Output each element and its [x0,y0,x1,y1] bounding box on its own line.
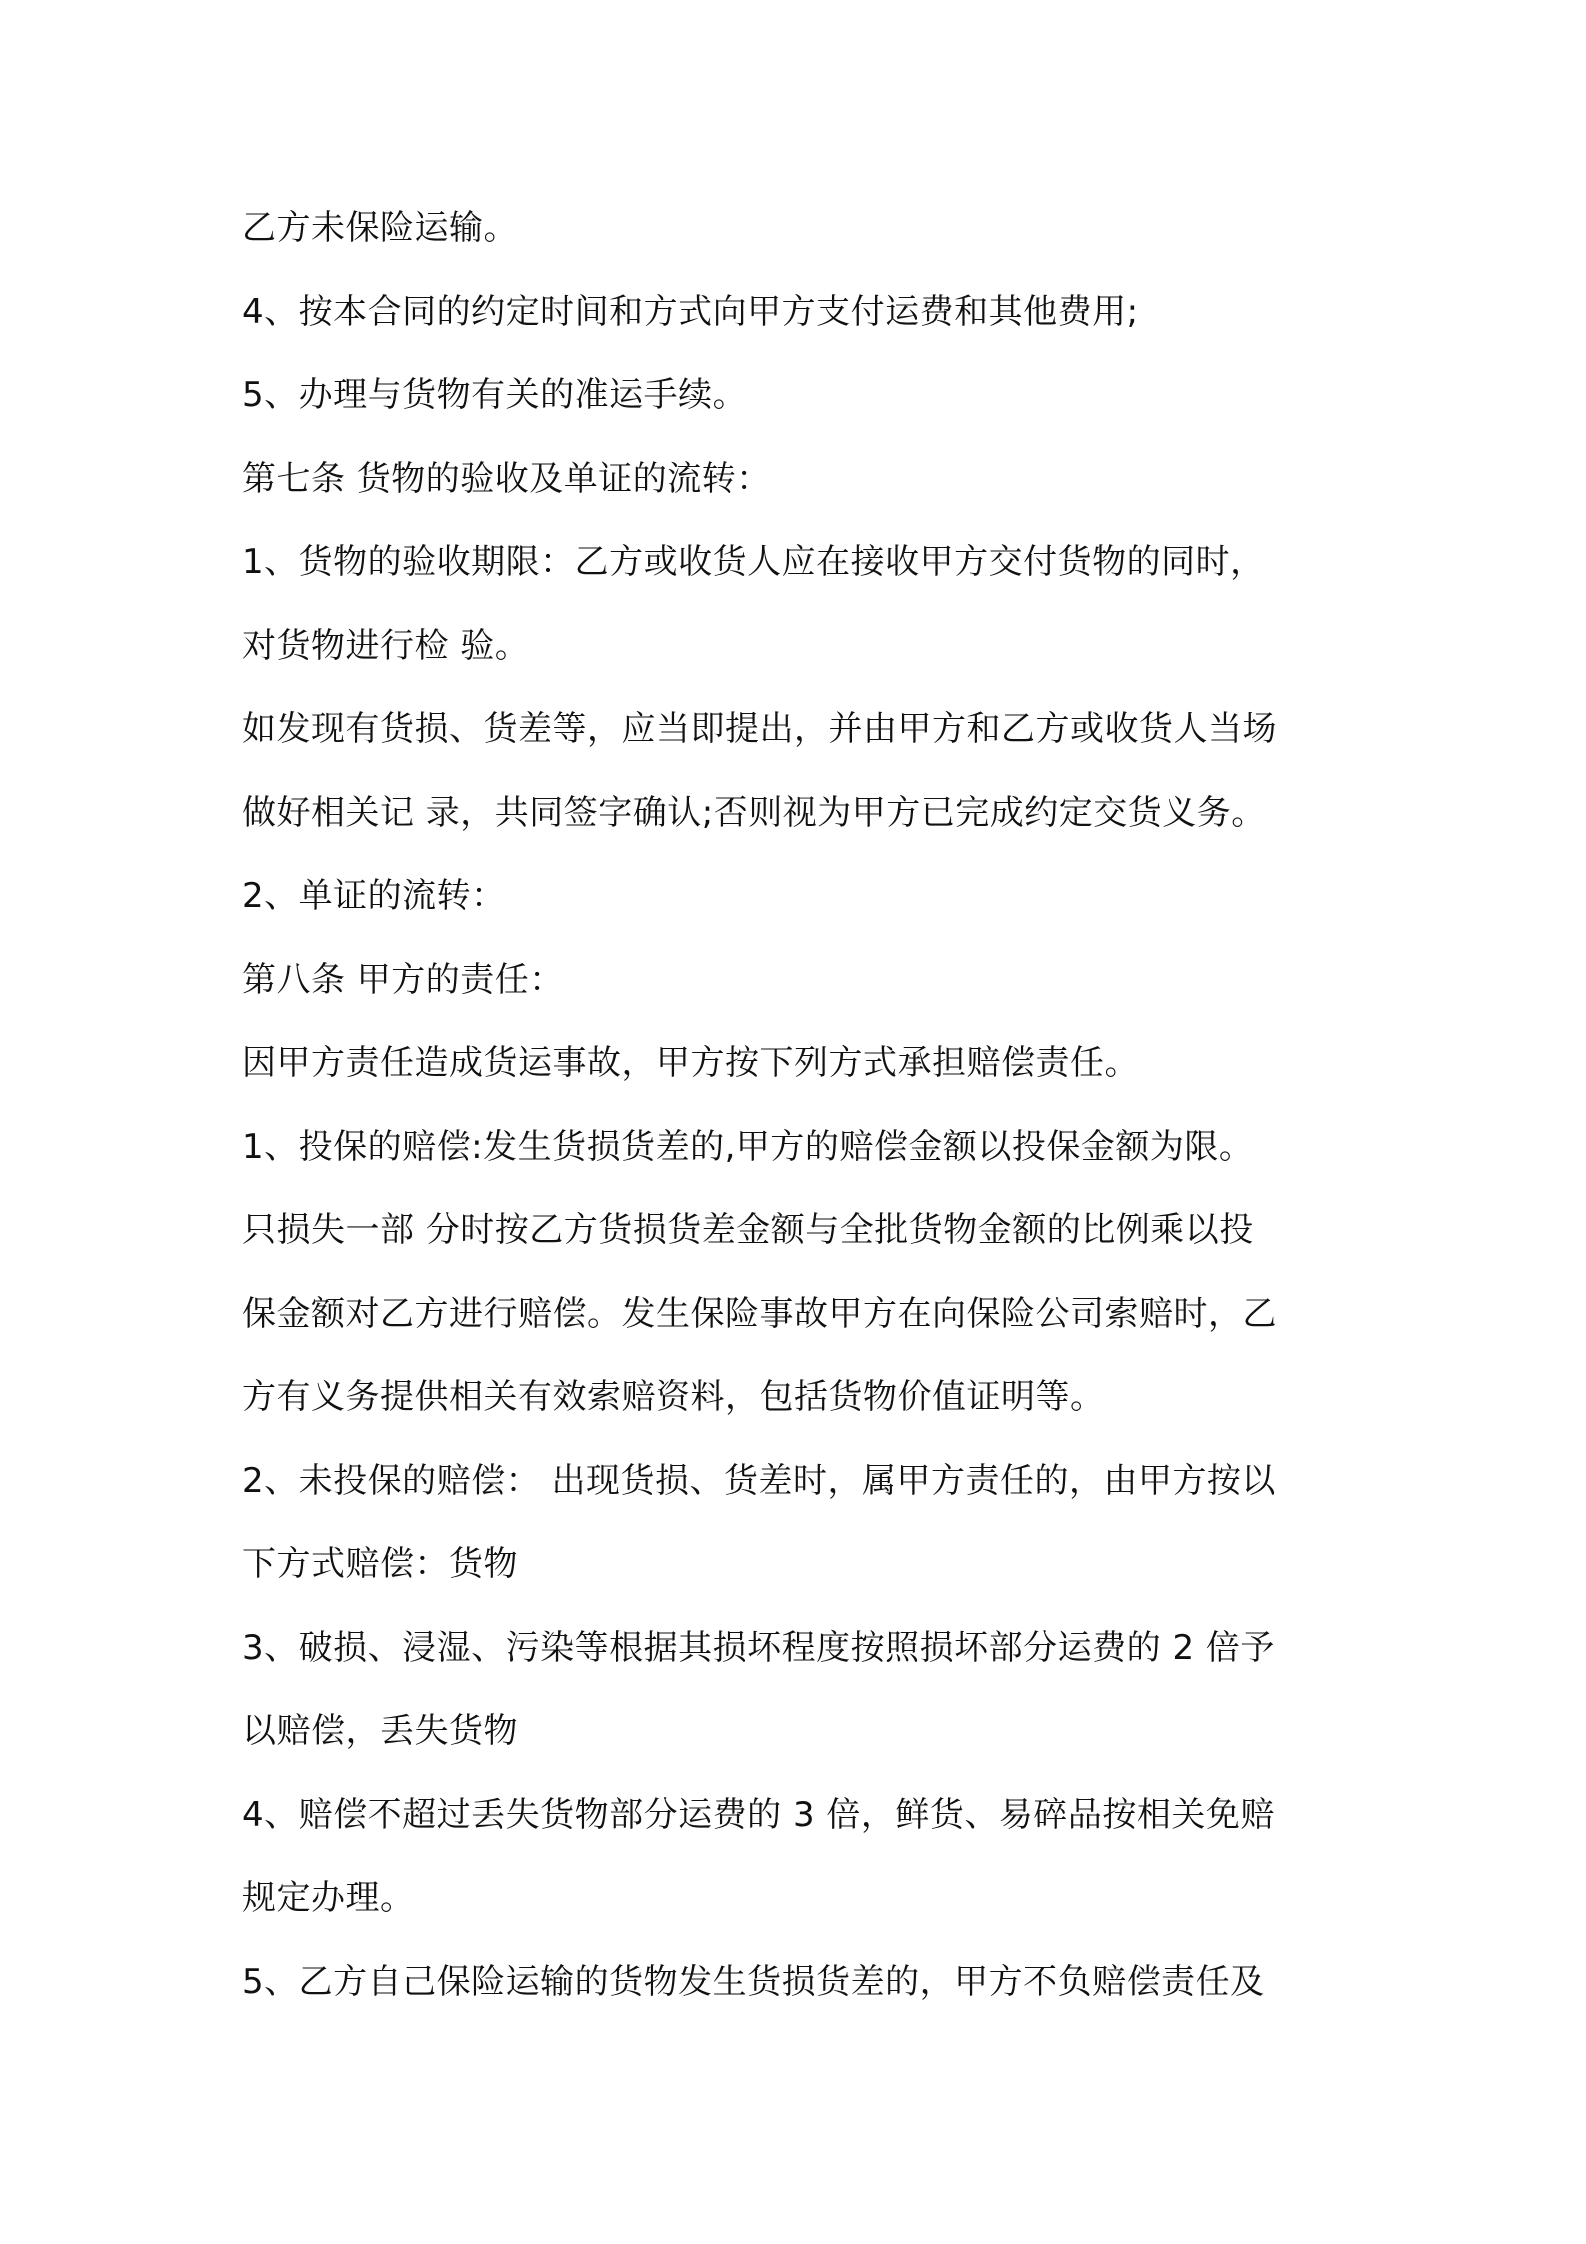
text-line: 做好相关记 录，共同签字确认;否则视为甲方已完成约定交货义务。 [242,792,1266,833]
text-line: 乙方未保险运输。 [242,208,518,248]
section-heading-8: 第八条 甲方的责任： [242,959,564,1000]
text-line: 1、货物的验收期限：乙方或收货人应在接收甲方交付货物的同时， [242,542,1265,582]
text-line: 只损失一部 分时按乙方货损货差金额与全批货物金额的比例乘以投 [242,1210,1254,1250]
text-line: 规定办理。 [242,1878,415,1918]
text-line: 5、乙方自己保险运输的货物发生货损货差的，甲方不负赔偿责任及 [242,1961,1265,2002]
body-text [242,200,1362,2037]
text-line: 以赔偿，丢失货物 [242,1711,518,1751]
text-line: 2、未投保的赔偿： 出现货损、货差时，属甲方责任的，由甲方按以 [242,1460,1276,1501]
text-line: 1、投保的赔偿:发生货损货差的,甲方的赔偿金额以投保金额为限。 [242,1126,1254,1167]
text-line: 如发现有货损、货差等，应当即提出，并由甲方和乙方或收货人当场 [242,709,1277,749]
text-line: 4、赔偿不超过丢失货物部分运费的 3 倍，鲜货、易碎品按相关免赔 [242,1794,1275,1835]
text-line: 下方式赔偿：货物 [242,1544,518,1584]
text-line: 5、办理与货物有关的准运手续。 [242,375,748,415]
text-line: 2、单证的流转： [242,876,506,916]
section-heading-7: 第七条 货物的验收及单证的流转： [242,458,771,499]
text-line: 因甲方责任造成货运事故，甲方按下列方式承担赔偿责任。 [242,1043,1139,1083]
text-line: 对货物进行检 验。 [242,625,530,666]
text-line: 方有义务提供相关有效索赔资料，包括货物价值证明等。 [242,1377,1105,1417]
text-line: 保金额对乙方进行赔偿。发生保险事故甲方在向保险公司索赔时，乙 [242,1293,1277,1334]
text-line: 4、按本合同的约定时间和方式向甲方支付运费和其他费用; [242,291,1139,332]
text-line: 3、破损、浸湿、污染等根据其损坏程度按照损坏部分运费的 2 倍予 [242,1627,1275,1668]
